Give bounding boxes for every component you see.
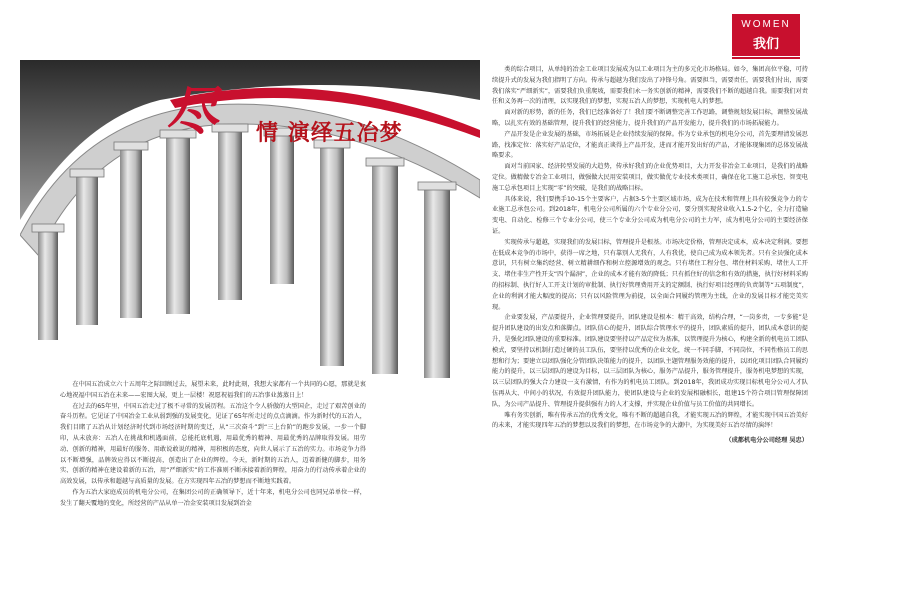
paragraph: 面对当前国家、经济转型发展的大趋势，传承好我们的企业优势项目，大力开发非冶金工业项目，是我们的战略定位。做精做专冶金工业项目，做强做大民用安装项目，做实做优专业技术类项目，确保在化工施工总承包、智变电施工总承包项目上实现“零”的突破，是我们的战略目标。 <box>492 163 808 192</box>
paragraph: 作为五冶大家庭成员的机电分公司，在集团公司的正确领导下，近十年来，机电分公司也同兄弟单位一样，发生了翻天覆地的变化，所经营的产品从单一冶金安装项目发展到冶金 <box>60 488 366 507</box>
section-tab-cn: 我们 <box>752 37 779 52</box>
paragraph: 在中国五冶成立六十五周年之际回顾过去，展望未来，此时此刻，我想大家都有一个共同的心愿，那就是衷心地祝福中国五冶在未来——宏图大展，更上一层楼！祝愿祝福我们的五冶事业蒸蒸日上！ <box>60 381 366 399</box>
section-tab-en: WOMEN <box>741 19 791 30</box>
paragraph: 在过去的65年里，中国五冶走过了极不寻常的发展历程。五冶这个令人骄傲的大型国企，走过了艰苦创业的奋斗历程。它见证了中国冶金工业从弱到强的发展变化，见证了65年所走过的点点滴滴。作为新时代的五冶人，我们目睹了五冶从计划经济时代到市场经济时期的变迁，从“三次奋斗”到“三上台阶”的跑步发展，一步一个脚印，从未放弃：五冶人在挑战和机遇面前，总能托底机遇，用最优秀的精神、用最优秀的品牌取得发展。用劳动、创新的精神，用最好的服务、用敢说敢说的精神，用积极的态度，向世人展示了五冶的实力。市场竞争力得以不断增强，品牌效应得以不断提高，创造出了企业的辉煌。今天，新时期的五冶人，迈着新健的脚步，用务实、创新的精神在建设着新的五冶，用“严细新实”的工作准则不断承接着新的辉煌，用奋力的行动传承着企业的高效发展，以传承和超越与高质量的发展。在方实现四年五冶的梦想而不断地实践着。 <box>60 402 366 486</box>
paragraph: 实现传承与超越，实现我们的发展目标，管理提升是根基。市场决定价格，管理决定成本，成本决定利润。要想在低成本竞争的市场中，获得一席之地，只有靠别人无我有，人有我优，使自己成为成本领先者。只有全员强化成本意识，只有树立集约经营、树立精耕细作和树立控源增效的观念。只有堵住工程分包、堵住材料采购、堵住人工开支、堵住非生产性开支“四个漏洞”，企业的成本才能有效的降低；只有抓住好的信念和有效的措施，执行好材料采购的招标制、执行好人工开支计划的审批制、执行好管理费用开支的定额制、执行好项目经理的负责制等“五项制度”，企业的利润才能大幅度的提高；只有以风险管理为前提，以全面合同履约管理为主线，企业的发展目标才能完美实现。 <box>492 238 808 311</box>
paragraph: 面对新的形势，新的任务，我们已经准备好了！我们要不断调整完善工作思路，调整规划发展目标，调整发展战略，以扎实有效的基础管理，提升我们的经营能力，提升我们的产品开发能力，提升我们的市场拓展能力。 <box>492 109 808 127</box>
left-text-column <box>60 380 366 510</box>
title-big-char: 尽 <box>166 81 219 142</box>
title-rest: 情 演绎五冶梦 <box>256 120 403 146</box>
author-signature: （成都机电分公司经理 吴忠） <box>725 437 808 445</box>
paragraph: 产品开发是企业发展的基础，市场拓展是企业持续发展的保障。作为专业承包的机电分公司，首先要理清发展思路，找准定位：落实好产品定位，才能真正谈得上产品开发，进而才能开发出好的产品，才能体现集团的总体发展战略要求。 <box>492 130 808 160</box>
right-text-column <box>492 65 808 447</box>
section-tab-bar <box>732 57 800 59</box>
paragraph: 企业要发展，产品要提升，企业管理要提升，团队建设是根本：精干高效，结构合理，“一岗多责，一专多能”是提升团队建设的出发点和落脚点。团队信心的提升，团队综合管理水平的提升，团队素质的提升，团队成本意识的提升，是强化团队建设的重要标准。团队建设要坚持以产品定位为基准，以管理提升为核心，构建全新的机电员工团队模式，要坚持以机制打造过硬的员工队伍，要坚持以优秀的企业文化，统一不同手脚，不同岗位，不同性格员工的思想和行为；要建立以团队强化分管团队决策能力的提升，以团队主题管理服务效能的提升，以团化项目团队合同履约能力的提升，以三层团队的建设为目标，以三层团队为核心，服务产品提升，服务管理提升，服务机电梦想的实现，以三层团队的强大合力建设一支有激情，有作为的机电员工团队。到2018年，我团成功实现目标机电分公司人才队伍再从大、中间小的状况，有效提升团队能力，使团队建设与企业的发展相融相长，组建15个符合项目管理保障团队，为公司产品提升、管理提升提供强有力的人才支撑，并实现企业价值与员工价值的共同增长。 <box>492 314 808 408</box>
paragraph: 具体来说，我们要携手10-15个主要客户，占据3-5个主要区域市场，成为在技术和管理上具有较强竞争力的专业施工总承包公司。到2018年，机电分公司所属的六个专业分公司，要分别实现营业收入1.5-2个亿，全力打造输变电、自动化、检修三个专业分公司，使三个专业分公司成为机电分公司的主力军，成为机电分公司的主要经济保证。 <box>492 195 808 235</box>
paragraph: 唯有务实创新，唯有传承五冶的优秀文化，唯有不断的超越自我，才能实现五冶的辉煌，才能实现中国五冶美好的未来，才能实现四年五冶的梦想以及我们的梦想，在市场竞争的大潮中，为实现美好五冶尽情的演绎！ <box>492 411 808 430</box>
paragraph: 类的综合项目，从单纯的冶金工业项目发展成为以工业项目为主的多元化市场格局。如今，集团高位平稳，可持续提升式的发展为我们指明了方向。传承与超越为我们发出了冲锋号角。需要担当，需要责任，需要我们付出，需要我们落实“严细新实”，需要我们负重爬坡，需要我们永一务实创新的精神，需要我们不断的超越自我。需要我们对责任和义务再一次的清理，以实现我们的梦想，实现五冶人的梦想，实现机电人的梦想。 <box>492 66 808 106</box>
article-title <box>166 82 426 162</box>
section-tab <box>732 14 800 56</box>
